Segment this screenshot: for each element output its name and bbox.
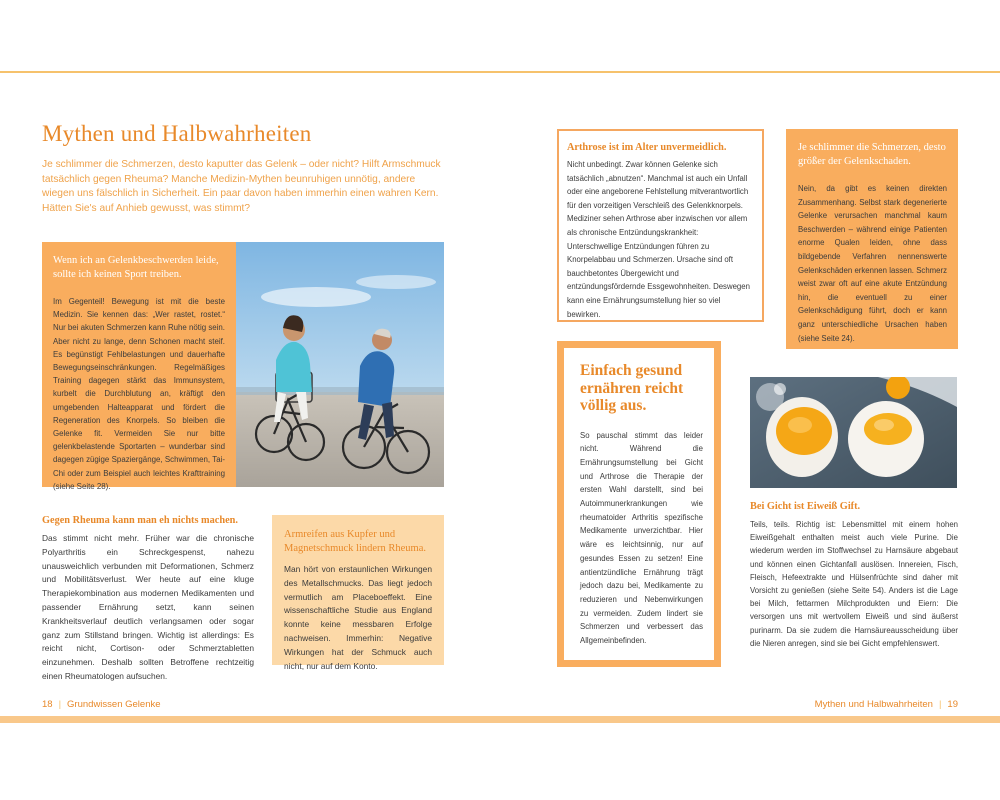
arthrose-myth-heading: Arthrose ist im Alter unvermeidlich. — [567, 142, 727, 153]
top-rule — [0, 71, 1000, 73]
intro-text: Je schlimmer die Schmerzen, desto kaputter das Gelenk – oder nicht? Hilft Armschmuck tatsächlich gegen Rheuma? Manche Medizin-Mythen beunruhigen unnötig, andere wiegen uns fälschlich in Sicherheit. Ein paar davon haben immerhin einen wahren Kern. Hätten Sie's auf Anhieb gewusst, was stimmt? — [42, 159, 441, 214]
kupfer-myth-box — [272, 515, 444, 671]
gicht-myth — [750, 501, 958, 650]
bike-photo — [236, 242, 444, 487]
kupfer-myth-heading: Armreifen aus Kupfer und Magnetschmuck lindern Rheuma. — [284, 529, 427, 554]
schmerz-myth-heading: Je schlimmer die Schmerzen, desto größer der Gelenkschaden. — [798, 142, 946, 167]
gesund-myth-box — [557, 341, 721, 667]
rheuma-myth-heading: Gegen Rheuma kann man eh nichts machen. — [42, 515, 238, 526]
gicht-myth-body: Teils, teils. Richtig ist: Lebensmittel mit einem hohen Eiweißgehalt enthalten meist auch viele Purine. Die wiederum werden im Stoffwechsel zu Harnsäure abgebaut und können einen Gichtanfall auslösen. Innereien, Fisch, Fleisch, Hefeextrakte und Hülsenfrüchte sind daher mit Vorsicht zu genießen (siehe Seite 54). Anders ist die Lage bei Milch, fettarmen Milchprodukten und Eiern: Die versorgen uns mit wertvollem Eiweiß und sind äußerst purinarm. Da sie zudem die Harnsäureausscheidung über die Nieren anregen, sind sie bei Gicht empfehlenswert. — [750, 520, 958, 648]
bottom-band — [0, 716, 1000, 723]
rheuma-myth-body: Das stimmt nicht mehr. Früher war die chronische Polyarthritis ein Schreckgespenst, nahezu unausweichlich verbunden mit Deformationen, Schmerz und Mobilitätsverlust. Wer heute auf eine kluge Therapiekombination aus modernen Medikamenten und passender Ernährung setzt, kann seinen Krankheitsverlauf deutlich verlangsamen oder sogar ganz zum Stillstand bringen. Wichtig ist allerdings: Es reicht nicht, Cortison- oder Schmerztabletten einzunehmen. Deshalb sollten Betroffene rechtzeitig einen Rheumatologen aufsuchen. — [42, 533, 254, 681]
page-title: Mythen und Halbwahrheiten — [42, 121, 312, 146]
footer-left — [42, 699, 161, 710]
sport-myth-body: Im Gegenteil! Bewegung ist mit die beste Medizin. Sie kennen das: „Wer rastet, rostet.“ Nur bei akuten Schmerzen kann Ruhe nötig sein. Aber nicht zu lange, denn Schonen macht steif. Es begünstigt Fehlbelastungen und dauerhafte Bewegungseinschränkungen. Regelmäßiges Training dagegen stärkt das Immunsystem, kurbelt die Durchblutung an, kräftigt den umgebenden Halteapparat und fördert die Regeneration des Knorpels. So bleiben die Gelenke fit. Vermeiden Sie nur bitte gelenkbelastende Sportarten – wunderbar sind dagegen zügige Spaziergänge, Schwimmen, Tai-Chi oder zum Beispiel auch leichtes Krafttraining (siehe Seite 28). — [53, 297, 225, 491]
gicht-myth-heading: Bei Gicht ist Eiweiß Gift. — [750, 501, 861, 512]
page-number-left: 18 — [42, 699, 53, 710]
footer-separator-right: | — [938, 699, 942, 710]
footer-right — [815, 699, 958, 710]
sport-myth-heading: Wenn ich an Gelenkbeschwerden leide, sollte ich keinen Sport treiben. — [53, 255, 219, 280]
rheuma-myth — [42, 515, 254, 684]
section-name-left: Grundwissen Gelenke — [67, 699, 161, 710]
gesund-myth-body: So pauschal stimmt das leider nicht. Während die Ernährungsumstellung bei Gicht und Arthrose die Therapie der ersten Wahl darstellt, sind bei Autoimmunerkrankungen wie rheumatoider Arthritis spezifische Medikamente unverzichtbar. Hier wäre es leichtsinnig, nur auf gesundes Essen zu setzen! Eine antientzündliche Ernährung trägt jedoch dazu bei, Medikamente zu reduzieren und Nebenwirkungen zu vermeiden. Zudem lindert sie Schmerzen und verbessert das Allgemeinbefinden. — [580, 430, 703, 646]
section-name-right: Mythen und Halbwahrheiten — [814, 699, 933, 710]
arthrose-myth-box — [557, 129, 764, 322]
arthrose-myth-body: Nicht unbedingt. Zwar können Gelenke sich tatsächlich „abnutzen“. Manchmal ist auch ein Unfall oder eine angeborene Fehlstellung mitverantwortlich für den vorzeitigen Verschleiß des Gelenkknorpels. Mediziner sehen Arthrose aber inzwischen vor allem als chronische Entzündungskrankheit: Unterschwellige Entzündungen führen zu Knorpelabbau und Schmerzen. Ursache sind oft bauchbetontes Übergewicht und entzündungsfördernde Essgewohnheiten. Deswegen kann eine Ernährungsumstellung hier so viel bewirken. — [567, 160, 750, 319]
kupfer-myth-body: Man hört von erstaunlichen Wirkungen des Metallschmucks. Das liegt jedoch vermutlich am Placeboeffekt. Eine wissenschaftliche Studie aus England konnte keine messbaren Erfolge nachweisen. Immerhin: Negative Wirkungen hat der Schmuck auch nicht, nur auf dem Konto. — [284, 564, 432, 671]
schmerz-myth-body: Nein, da gibt es keinen direkten Zusammenhang. Selbst stark degenerierte Gelenke verursachen manchmal kaum Beschwerden – während einige Patienten enorme Qualen leiden, ohne dass bildgebende Verfahren nennenswerte Gelenkschäden erkennen lassen. Schmerz weist zwar oft auf eine akute Entzündung hin, die eventuell zu einer Gelenkschädigung führt, doch er kann ganz unterschiedliche Ursachen haben (siehe Seite 24). — [798, 184, 947, 343]
sport-myth-box — [42, 242, 236, 491]
footer-separator-left: | — [58, 699, 62, 710]
egg-photo — [750, 377, 957, 488]
page-number-right: 19 — [947, 699, 958, 710]
schmerz-myth-box — [786, 129, 958, 349]
gesund-myth-heading: Einfach gesund ernähren reicht völlig aus. — [580, 362, 684, 414]
